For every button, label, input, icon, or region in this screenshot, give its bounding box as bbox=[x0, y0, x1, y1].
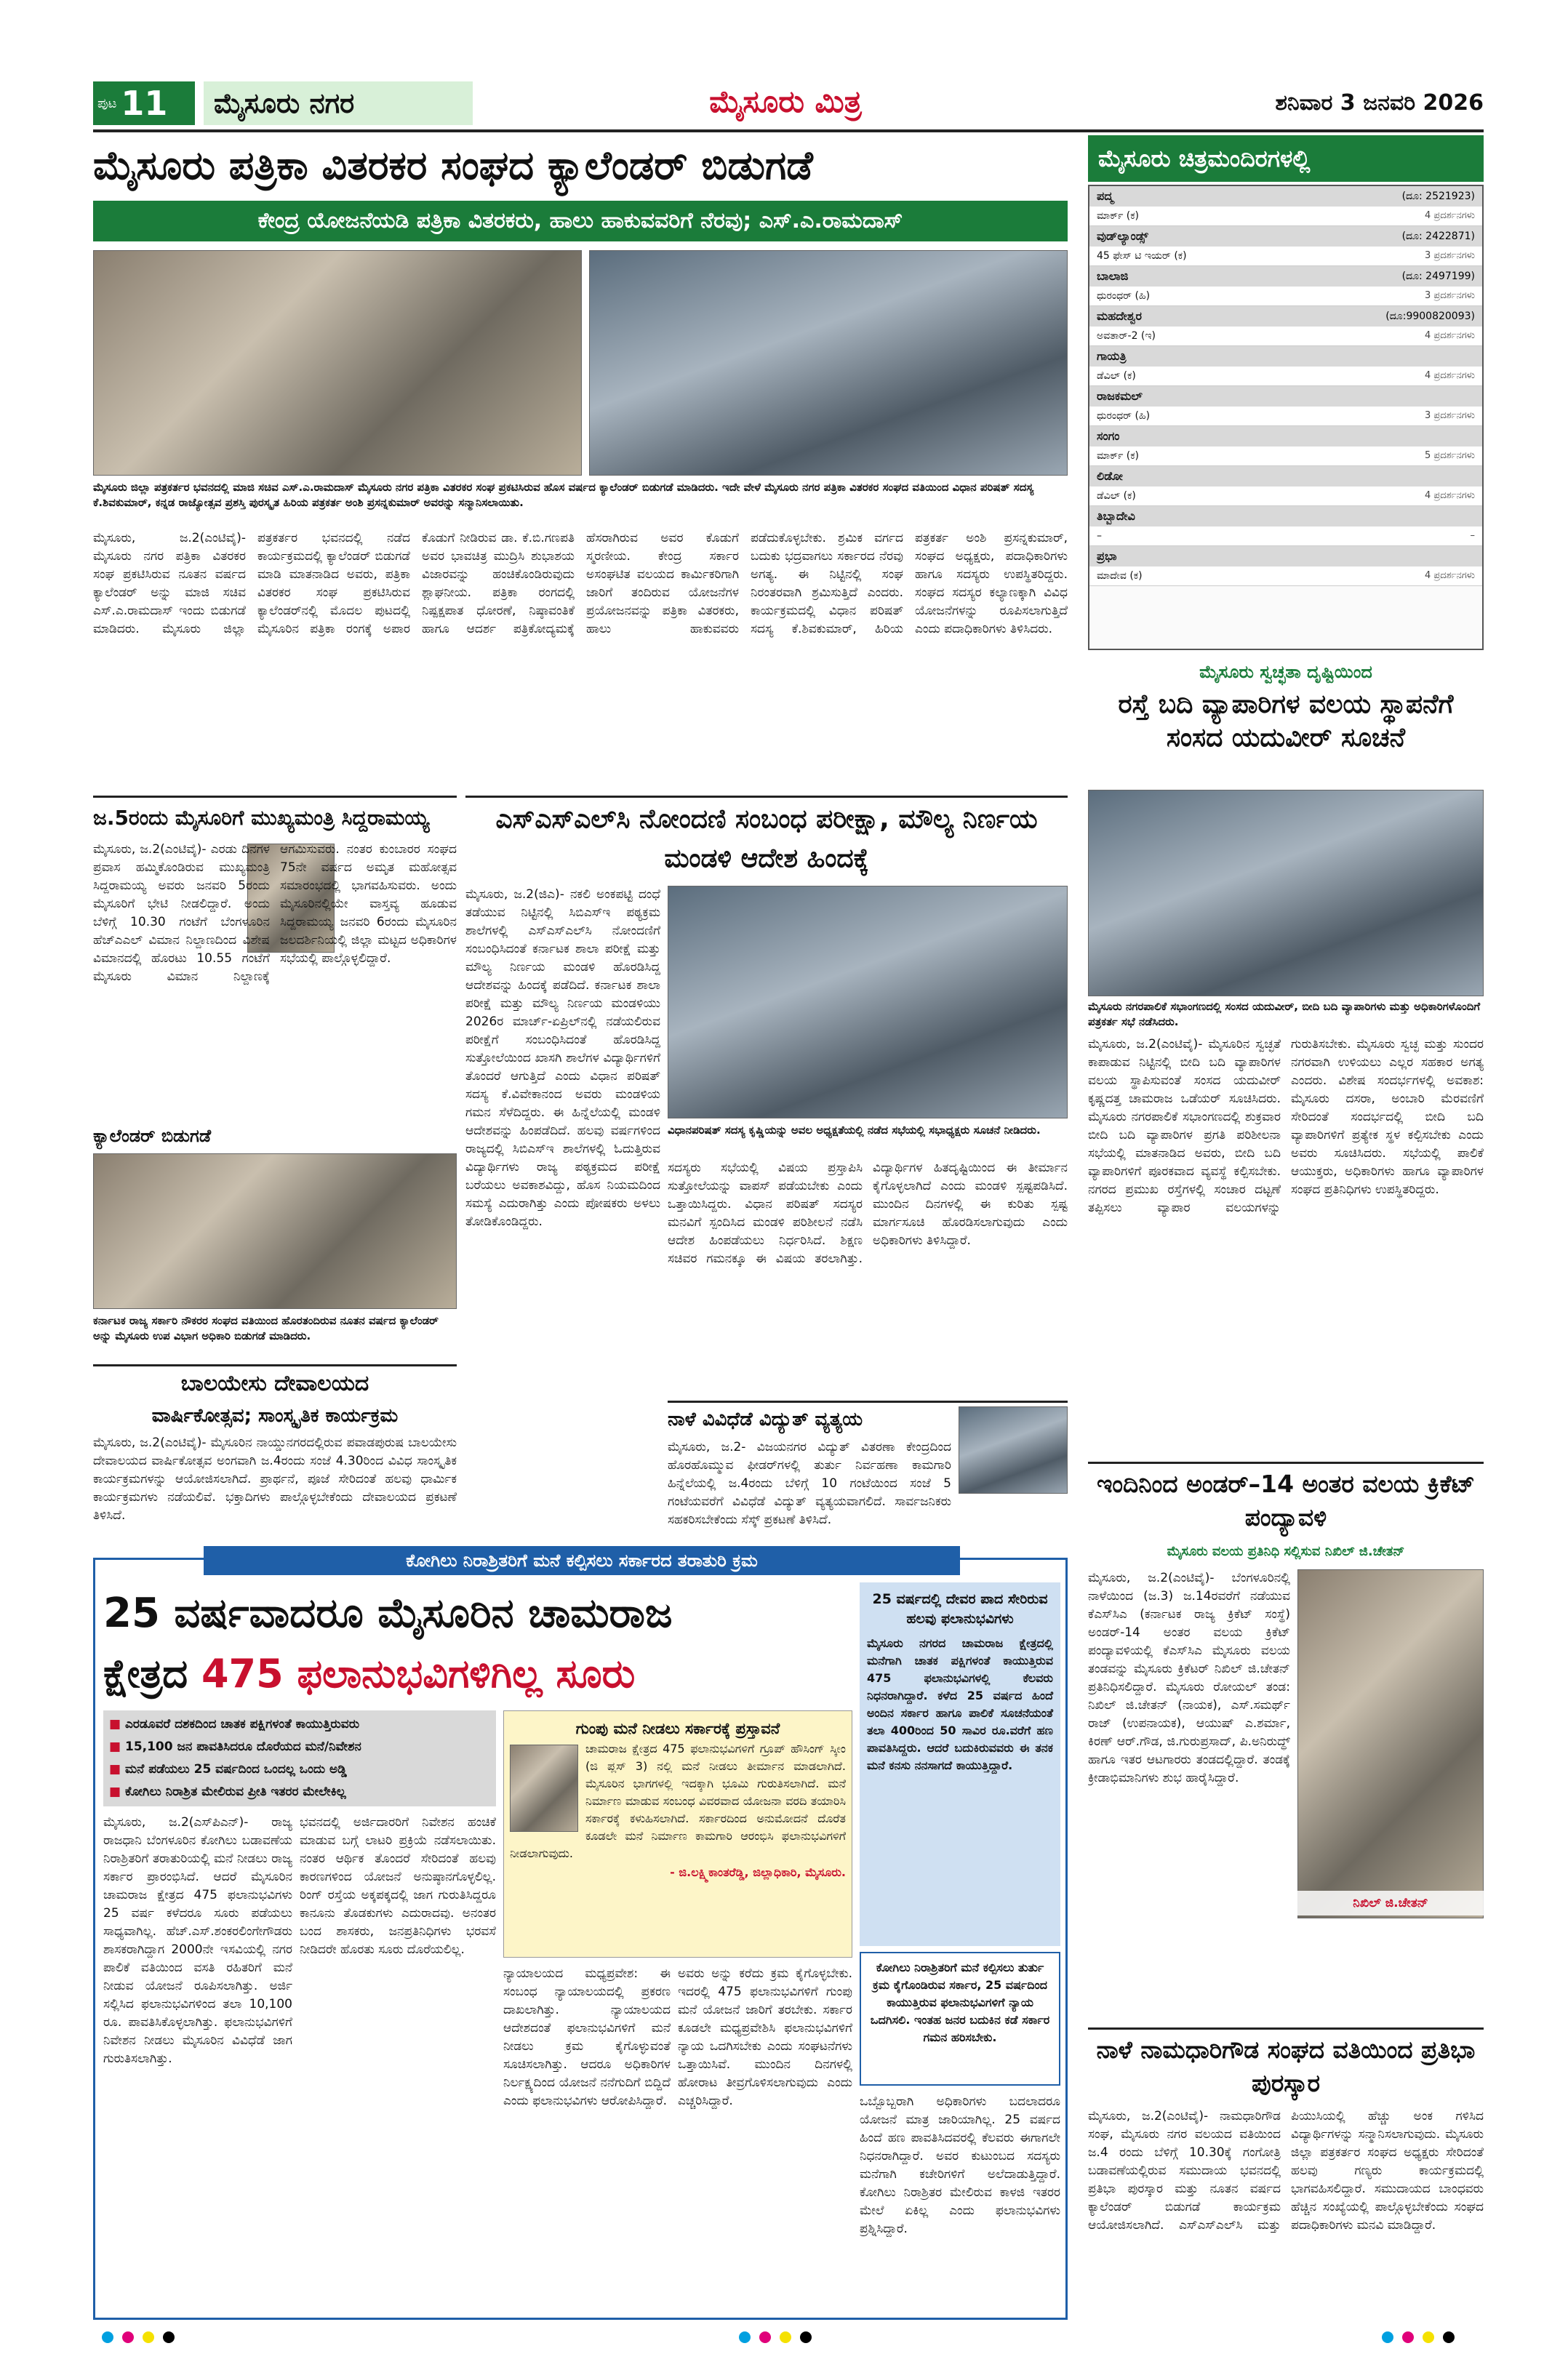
cinema-theatre-phone: (ದೂ:9900820093) bbox=[1385, 311, 1475, 322]
print-dot bbox=[1402, 2331, 1414, 2343]
cinema-theatre-name: ಲಿಡೋ bbox=[1097, 469, 1123, 483]
housing-body-col2: ಭವನದಲ್ಲಿ ಅರ್ಜಿದಾರರಿಗೆ ನಿವೇಶನ ಹಂಚಿಕೆ ಮಾಡುವ ಬಗ್ಗೆ ಲಾಟರಿ ಪ್ರಕ್ರಿಯೆ ನಡೆಸಲಾಯಿತು. ನಂತರ ಆರ್ಥಿಕ ತೊಂದರೆ ಸೇರಿದಂತೆ ಹಲವು ಕಾರಣಗಳಿಂದ ಯೋಜನೆ ಅನುಷ್ಠಾನಗೊಳ್ಳಲಿಲ್ಲ. ರಿಂಗ್ ರಸ್ತೆಯ ಅಕ್ಕಪಕ್ಕದಲ್ಲಿ ಜಾಗ ಗುರುತಿಸಿದ್ದರೂ ಕಾನೂನು ತೊಡಕುಗಳು ಎದುರಾದವು. ಅನಂತರ ಬಂದ ಶಾಸಕರು, ಜನಪ್ರತಿನಿಧಿಗಳು ಭರವಸೆ ನೀಡಿದರೇ ಹೊರತು ಸೂರು ದೊರೆಯಲಿಲ್ಲ. bbox=[300, 1815, 496, 1957]
award-body: ಮೈಸೂರು, ಜ.2(ಎಂಟಿವೈ)- ನಾಮಧಾರಿಗೌಡ ಸಂಘ, ಮೈಸೂರು ನಗರ ವಲಯದ ವತಿಯಿಂದ ಜ.4 ರಂದು ಬೆಳಿಗ್ಗೆ 10.30ಕ್ಕೆ ಗಂಗೋತ್ರಿ ಬಡಾವಣೆಯಲ್ಲಿರುವ ಸಮುದಾಯ ಭವನದಲ್ಲಿ ಪ್ರತಿಭಾ ಪುರಸ್ಕಾರ ಮತ್ತು ನೂತನ ವರ್ಷದ ಕ್ಯಾಲೆಂಡರ್ ಬಿಡುಗಡೆ ಕಾರ್ಯಕ್ರಮ ಆಯೋಜಿಸಲಾಗಿದೆ. ಎಸ್ಎಸ್ಎಲ್‌ಸಿ ಮತ್ತು ಪಿಯುಸಿಯಲ್ಲಿ ಹೆಚ್ಚು ಅಂಕ ಗಳಿಸಿದ ವಿದ್ಯಾರ್ಥಿಗಳನ್ನು ಸನ್ಮಾನಿಸಲಾಗುವುದು. ಮೈಸೂರು ಜಿಲ್ಲಾ ಪತ್ರಕರ್ತರ ಸಂಘದ ಅಧ್ಯಕ್ಷರು ಸೇರಿದಂತೆ ಹಲವು ಗಣ್ಯರು ಕಾರ್ಯಕ್ರಮದಲ್ಲಿ ಭಾಗವಹಿಸಲಿದ್ದಾರೆ. ಸಮುದಾಯದ ಬಾಂಧವರು ಹೆಚ್ಚಿನ ಸಂಖ್ಯೆಯಲ್ಲಿ ಪಾಲ್ಗೊಳ್ಳಬೇಕೆಂದು ಸಂಘದ ಪದಾಧಿಕಾರಿಗಳು ಮನವಿ ಮಾಡಿದ್ದಾರೆ. bbox=[1088, 2109, 1484, 2233]
cinema-theatre bbox=[1089, 386, 1482, 407]
cinema-theatre-phone: (ದೂ: 2521923) bbox=[1401, 191, 1475, 202]
cinema-film-shows: 4 ಪ್ರದರ್ಶನಗಳು bbox=[1424, 570, 1475, 581]
cricket-subhead: ಮೈಸೂರು ವಲಯ ಪ್ರತಿನಿಧಿ ಸಲ್ಲಿಸುವ ನಿಖಿಲ್ ಜಿ.ಚೇತನ್ bbox=[1167, 1544, 1405, 1559]
cinema-film-row bbox=[1089, 567, 1482, 586]
housing-gumpu-box bbox=[503, 1710, 852, 1958]
cinema-film-row bbox=[1089, 287, 1482, 306]
cinema-theatre-phone: (ದೂ: 2422871) bbox=[1401, 231, 1475, 242]
cricket-rule bbox=[1088, 1462, 1484, 1464]
swachh-body: ಮೈಸೂರು, ಜ.2(ಎಂಟಿವೈ)- ಮೈಸೂರಿನ ಸ್ವಚ್ಛತೆ ಕಾಪಾಡುವ ನಿಟ್ಟಿನಲ್ಲಿ ಬೀದಿ ಬದಿ ವ್ಯಾಪಾರಿಗಳ ವಲಯ ಸ್ಥಾಪಿಸುವಂತೆ ಸಂಸದ ಯದುವೀರ್ ಕೃಷ್ಣದತ್ತ ಚಾಮರಾಜ ಒಡೆಯರ್ ಸೂಚಿಸಿದರು. ಮೈಸೂರು ನಗರಪಾಲಿಕೆ ಸಭಾಂಗಣದಲ್ಲಿ ಶುಕ್ರವಾರ ಬೀದಿ ಬದಿ ವ್ಯಾಪಾರಿಗಳ ಪ್ರಗತಿ ಪರಿಶೀಲನಾ ಸಭೆಯಲ್ಲಿ ಮಾತನಾಡಿದ ಅವರು, ಬೀದಿ ಬದಿ ವ್ಯಾಪಾರಿಗಳಿಗೆ ಪೂರಕವಾದ ವ್ಯವಸ್ಥೆ ಕಲ್ಪಿಸಬೇಕು. ನಗರದ ಪ್ರಮುಖ ರಸ್ತೆಗಳಲ್ಲಿ ಸಂಚಾರ ದಟ್ಟಣೆ ತಪ್ಪಿಸಲು ವ್ಯಾಪಾರ ವಲಯಗಳನ್ನು ಗುರುತಿಸಬೇಕು. ಮೈಸೂರು ಸ್ವಚ್ಛ ಮತ್ತು ಸುಂದರ ನಗರವಾಗಿ ಉಳಿಯಲು ಎಲ್ಲರ ಸಹಕಾರ ಅಗತ್ಯ ಎಂದರು. ವಿಶೇಷ ಸಂದರ್ಭಗಳಲ್ಲಿ ಅವಕಾಶ: ಮೈಸೂರು ದಸರಾ, ಅಂಬಾರಿ ಮೆರವಣಿಗೆ ಸೇರಿದಂತೆ ಸಂದರ್ಭದಲ್ಲಿ ಬೀದಿ ಬದಿ ವ್ಯಾಪಾರಿಗಳಿಗೆ ಪ್ರತ್ಯೇಕ ಸ್ಥಳ ಕಲ್ಪಿಸಬೇಕು ಎಂದು ಅವರು ಸೂಚಿಸಿದರು. ಸಭೆಯಲ್ಲಿ ಪಾಲಿಕೆ ಆಯುಕ್ತರು, ಅಧಿಕಾರಿಗಳು ಹಾಗೂ ವ್ಯಾಪಾರಿಗಳ ಸಂಘದ ಪ್ರತಿನಿಧಿಗಳು ಉಪಸ್ಥಿತರಿದ್ದರು. bbox=[1088, 1037, 1484, 1215]
temple-body: ಮೈಸೂರು, ಜ.2(ಎಂಟಿವೈ)- ಮೈಸೂರಿನ ನಾಯ್ಡುನಗರದಲ್ಲಿರುವ ಪವಾಡಪುರುಷ ಬಾಲಯೇಸು ದೇವಾಲಯದ ವಾರ್ಷಿಕೋತ್ಸವ ಅಂಗವಾಗಿ ಜ.4ರಂದು ಸಂಜೆ 4.30ರಿಂದ ವಿವಿಧ ಸಾಂಸ್ಕೃತಿಕ ಕಾರ್ಯಕ್ರಮಗಳನ್ನು ಆಯೋಜಿಸಲಾಗಿದೆ. ಪ್ರಾರ್ಥನೆ, ಪೂಜೆ ಸೇರಿದಂತೆ ಹಲವು ಧಾರ್ಮಿಕ ಕಾರ್ಯಕ್ರಮಗಳು ನಡೆಯಲಿವೆ. ಭಕ್ತಾದಿಗಳು ಪಾಲ್ಗೊಳ್ಳಬೇಕೆಂದು ದೇವಾಲಯದ ಪ್ರಕಟಣೆ ತಿಳಿಸಿದೆ. bbox=[93, 1436, 457, 1523]
cinema-theatre-name: ತಿಬ್ಬಾದೇವಿ bbox=[1097, 509, 1135, 523]
cricket-photo-caption: ನಿಖಿಲ್ ಜಿ.ಚೇತನ್ bbox=[1297, 1891, 1484, 1915]
cinema-film-shows: 3 ಪ್ರದರ್ಶನಗಳು bbox=[1424, 250, 1475, 261]
housing-signature: - ಜಿ.ಲಕ್ಷ್ಮಿಕಾಂತರೆಡ್ಡಿ, ಜಿಲ್ಲಾಧಿಕಾರಿ, ಮೈಸೂರು. bbox=[670, 1865, 846, 1879]
swachh-photo bbox=[1088, 790, 1484, 996]
cinema-film-shows: – bbox=[1470, 530, 1475, 541]
cinema-film-title: ಅವತಾರ್-2 (ಇ) bbox=[1097, 330, 1156, 342]
cinema-film-title: ಡೆವಿಲ್ (ಕ) bbox=[1097, 370, 1136, 382]
dc-photo bbox=[510, 1745, 578, 1832]
housing-headline-line2 bbox=[103, 1645, 852, 1703]
cinema-film-row bbox=[1089, 527, 1482, 546]
cinema-theatre bbox=[1089, 306, 1482, 327]
sslc-body-left-end bbox=[465, 1401, 660, 1550]
cinema-theatre-name: ಪ್ರಭಾ bbox=[1097, 549, 1117, 563]
cricket-photo bbox=[1297, 1569, 1484, 1918]
cinema-listings bbox=[1088, 185, 1484, 650]
header-rule bbox=[93, 129, 1484, 132]
print-marks-right bbox=[1382, 2331, 1484, 2346]
cinema-film-title: 45 ಫೇಸ್ ಟಿ ಇಯರ್ (ಕ) bbox=[1097, 250, 1187, 262]
issue-date: ಶನಿವಾರ 3 ಜನವರಿ 2026 bbox=[1275, 90, 1484, 116]
cinema-film-title: ಮಾರ್ಕ್ (ಕ) bbox=[1097, 450, 1140, 462]
swachh-kicker: ಮೈಸೂರು ಸ್ವಚ್ಛತಾ ದೃಷ್ಟಿಯಿಂದ bbox=[1199, 662, 1372, 682]
cinema-film-row bbox=[1089, 327, 1482, 346]
housing-bullet: ■ ಮನೆ ಪಡೆಯಲು 25 ವರ್ಷದಿಂದ ಒಂದಲ್ಲ ಒಂದು ಅಡ್ಡಿ bbox=[109, 1762, 347, 1777]
print-dot bbox=[739, 2331, 751, 2343]
cinema-film-row bbox=[1089, 447, 1482, 466]
housing-gumpu-title: ಗುಂಪು ಮನೆ ನೀಡಲು ಸರ್ಕಾರಕ್ಕೆ ಪ್ರಸ್ತಾವನೆ bbox=[575, 1720, 780, 1737]
calendar2-caption: ಕರ್ನಾಟಕ ರಾಜ್ಯ ಸರ್ಕಾರಿ ನೌಕರರ ಸಂಘದ ವತಿಯಿಂದ ಹೊರತಂದಿರುವ ನೂತನ ವರ್ಷದ ಕ್ಯಾಲೆಂಡರ್ ಅನ್ನು ಮೈಸೂರು ಉಪ ವಿಭಾಗ ಅಧಿಕಾರಿ ಬಿಡುಗಡೆ ಮಾಡಿದರು. bbox=[93, 1314, 439, 1342]
power-body: ಮೈಸೂರು, ಜ.2- ವಿಜಯನಗರ ವಿದ್ಯುತ್ ವಿತರಣಾ ಕೇಂದ್ರದಿಂದ ಹೊರಹೊಮ್ಮುವ ಫೀಡರ್‌ಗಳಲ್ಲಿ ತುರ್ತು ನಿರ್ವಹಣಾ ಕಾಮಗಾರಿ ಹಿನ್ನೆಲೆಯಲ್ಲಿ ಜ.4ರಂದು ಬೆಳಿಗ್ಗೆ 10 ಗಂಟೆಯಿಂದ ಸಂಜೆ 5 ಗಂಟೆಯವರೆಗೆ ವಿವಿಧೆಡೆ ವಿದ್ಯುತ್ ವ್ಯತ್ಯಯವಾಗಲಿದೆ. ಸಾರ್ವಜನಿಕರು ಸಹಕರಿಸಬೇಕೆಂದು ಸೆಸ್ಕ್ ಪ್ರಕಟಣೆ ತಿಳಿಸಿದೆ. bbox=[668, 1440, 951, 1527]
power-photo bbox=[959, 1406, 1068, 1494]
cinema-film-title: ಧುರಂಧರ್ (ಹಿ) bbox=[1097, 410, 1151, 422]
cinema-film-shows: 4 ಪ್ರದರ್ಶನಗಳು bbox=[1424, 490, 1475, 501]
print-dot bbox=[143, 2331, 154, 2343]
calendar2-headline: ಕ್ಯಾಲೆಂಡರ್ ಬಿಡುಗಡೆ bbox=[93, 1126, 212, 1146]
cinema-theatre bbox=[1089, 466, 1482, 487]
cinema-film-shows: 4 ಪ್ರದರ್ಶನಗಳು bbox=[1424, 370, 1475, 381]
cinema-theatre bbox=[1089, 266, 1482, 287]
sslc-headline: ಎಸ್‌ಎಸ್‌ಎಲ್‌ಸಿ ನೋಂದಣಿ ಸಂಬಂಧ ಪರೀಕ್ಷಾ, ಮೌಲ್ಯ ನಿರ್ಣಯ ಮಂಡಳಿ ಆದೇಶ ಹಿಂದಕ್ಕೆ bbox=[495, 804, 1038, 873]
cinema-theatre-name: ಮಹದೇಶ್ವರ bbox=[1097, 309, 1142, 323]
housing-headline-line1: 25 ವರ್ಷವಾದರೂ ಮೈಸೂರಿನ ಚಾಮರಾಜ bbox=[103, 1590, 673, 1637]
housing-body-col1: ಮೈಸೂರು, ಜ.2(ಎಸ್‌ಪಿಎನ್)- ರಾಜ್ಯ ರಾಜಧಾನಿ ಬೆಂಗಳೂರಿನ ಕೋಗಿಲು ಬಡಾವಣೆಯ ನಿರಾಶ್ರಿತರಿಗೆ ತರಾತುರಿಯಲ್ಲಿ ಮನೆ ನೀಡಲು ರಾಜ್ಯ ಸರ್ಕಾರ ಪ್ರಾರಂಭಿಸಿದೆ. ಆದರೆ ಮೈಸೂರಿನ ಚಾಮರಾಜ ಕ್ಷೇತ್ರದ 475 ಫಲಾನುಭವಿಗಳು 25 ವರ್ಷ ಕಳೆದರೂ ಸೂರು ಪಡೆಯಲು ಸಾಧ್ಯವಾಗಿಲ್ಲ. ಹೆಚ್.ಎಸ್.ಶಂಕರಲಿಂಗೇಗೌಡರು ಶಾಸಕರಾಗಿದ್ದಾಗ 2000ನೇ ಇಸವಿಯಲ್ಲಿ ನಗರ ಪಾಲಿಕೆ ವತಿಯಿಂದ ವಸತಿ ರಹಿತರಿಗೆ ಮನೆ ನೀಡುವ ಯೋಜನೆ ರೂಪಿಸಲಾಗಿತ್ತು. ಅರ್ಜಿ ಸಲ್ಲಿಸಿದ ಫಲಾನುಭವಿಗಳಿಂದ ತಲಾ 10,100 ರೂ. ಪಾವತಿಸಿಕೊಳ್ಳಲಾಗಿತ್ತು. ಫಲಾನುಭವಿಗಳಿಗೆ ನಿವೇಶನ ನೀಡಲು ಮೈಸೂರಿನ ವಿವಿಧೆಡೆ ಜಾಗ ಗುರುತಿಸಲಾಗಿತ್ತು. bbox=[103, 1815, 292, 2066]
cricket-body: ಮೈಸೂರು, ಜ.2(ಎಂಟಿವೈ)- ಬೆಂಗಳೂರಿನಲ್ಲಿ ನಾಳೆಯಿಂದ (ಜ.3) ಜ.14ರವರೆಗೆ ನಡೆಯುವ ಕೆಎಸ್‌ಸಿಎ (ಕರ್ನಾಟಕ ರಾಜ್ಯ ಕ್ರಿಕೆಟ್ ಸಂಸ್ಥೆ) ಅಂಡರ್-14 ಅಂತರ ವಲಯ ಕ್ರಿಕೆಟ್ ಪಂದ್ಯಾವಳಿಯಲ್ಲಿ ಕೆಎಸ್‌ಸಿಎ ಮೈಸೂರು ವಲಯ ತಂಡವನ್ನು ಮೈಸೂರು ಕ್ರಿಕೆಟರ್ ನಿಖಿಲ್ ಜಿ.ಚೇತನ್ ಪ್ರತಿನಿಧಿಸಲಿದ್ದಾರೆ. ಮೈಸೂರು ರೋಯಲ್ ತಂಡ: ನಿಖಿಲ್ ಜಿ.ಚೇತನ್ (ನಾಯಕ), ಎಸ್.ಸಮರ್ಥ್ ರಾಜ್ (ಉಪನಾಯಕ), ಆಯುಷ್ ಎ.ಶರ್ಮಾ, ಕಿರಣ್ ಆರ್.ಗೌಡ, ಜಿ.ಗುರುಪ್ರಸಾದ್, ಪಿ.ಅನಿರುದ್ಧ್ ಹಾಗೂ ಇತರ ಆಟಗಾರರು ತಂಡದಲ್ಲಿದ್ದಾರೆ. ತಂಡಕ್ಕೆ ಕ್ರೀಡಾಭಿಮಾನಿಗಳು ಶುಭ ಹಾರೈಸಿದ್ದಾರೆ. bbox=[1088, 1571, 1290, 1785]
print-dot bbox=[163, 2331, 175, 2343]
swachh-caption: ಮೈಸೂರು ನಗರಪಾಲಿಕೆ ಸಭಾಂಗಣದಲ್ಲಿ ಸಂಸದ ಯದುವೀರ್, ಬೀದಿ ಬದಿ ವ್ಯಾಪಾರಿಗಳು ಮತ್ತು ಅಧಿಕಾರಿಗಳೊಂದಿಗೆ ಪತ್ರಕರ್ತ ಸಭೆ ನಡೆಸಿದರು. bbox=[1088, 1000, 1481, 1028]
housing-gumpu-body: ಚಾಮರಾಜ ಕ್ಷೇತ್ರದ 475 ಫಲಾನುಭವಿಗಳಿಗೆ ಗ್ರೂಪ್ ಹೌಸಿಂಗ್ ಸ್ಕೀಂ (ಜಿ ಪ್ಲಸ್ 3) ನಲ್ಲಿ ಮನೆ ನೀಡಲು ತೀರ್ಮಾನ ಮಾಡಲಾಗಿದೆ. ಮೈಸೂರಿನ ಭಾಗಗಳಲ್ಲಿ ಇದಕ್ಕಾಗಿ ಭೂಮಿ ಗುರುತಿಸಲಾಗಿದೆ. ಮನೆ ನಿರ್ಮಾಣ ಮಾಡುವ ಸಂಬಂಧ ವಿವರವಾದ ಯೋಜನಾ ವರದಿ ತಯಾರಿಸಿ ಸರ್ಕಾರಕ್ಕೆ ಕಳುಹಿಸಲಾಗಿದೆ. ಸರ್ಕಾರದಿಂದ ಅನುಮೋದನೆ ದೊರೆತ ಕೂಡಲೇ ಮನೆ ನಿರ್ಮಾಣ ಕಾಮಗಾರಿ ಆರಂಭಿಸಿ ಫಲಾನುಭವಿಗಳಿಗೆ ನೀಡಲಾಗುವುದು. bbox=[510, 1742, 846, 1860]
housing-bullet: ■ ಕೋಗಿಲು ನಿರಾಶ್ರಿತ ಮೇಲಿರುವ ಪ್ರೀತಿ ಇತರರ ಮೇಲೇಕಿಲ್ಲ bbox=[109, 1785, 346, 1799]
temple-subhead: ವಾರ್ಷಿಕೋತ್ಸವ; ಸಾಂಸ್ಕೃತಿಕ ಕಾರ್ಯಕ್ರಮ bbox=[151, 1405, 399, 1427]
lead-headline: ಮೈಸೂರು ಪತ್ರಿಕಾ ವಿತರಕರ ಸಂಘದ ಕ್ಯಾಲೆಂಡರ್ ಬಿಡುಗಡೆ bbox=[93, 143, 813, 188]
housing-headline-prefix: ಕ್ಷೇತ್ರದ bbox=[103, 1651, 188, 1697]
housing-headline-highlight: 475 ಫಲಾನುಭವಿಗಳಿಗಿಲ್ಲ ಸೂರು bbox=[201, 1651, 636, 1697]
cinema-film-title: ಮಾರ್ಕ್ (ಕ) bbox=[1097, 210, 1140, 222]
cinema-theatre bbox=[1089, 546, 1482, 567]
sslc-body: ಮೈಸೂರು, ಜ.2(ಜಿಎ)- ನಕಲಿ ಅಂಕಪಟ್ಟಿ ದಂಧೆ ತಡೆಯುವ ನಿಟ್ಟಿನಲ್ಲಿ ಸಿಬಿಎಸ್‌ಇ ಪಠ್ಯಕ್ರಮ ಶಾಲೆಗಳಲ್ಲಿ ಎಸ್‌ಎಸ್‌ಎಲ್‌ಸಿ ನೋಂದಣಿಗೆ ಸಂಬಂಧಿಸಿದಂತೆ ಕರ್ನಾಟಕ ಶಾಲಾ ಪರೀಕ್ಷೆ ಮತ್ತು ಮೌಲ್ಯ ನಿರ್ಣಯ ಮಂಡಳಿ ಹೊರಡಿಸಿದ್ದ ಆದೇಶವನ್ನು ಹಿಂದಕ್ಕೆ ಪಡೆದಿದೆ. ಕರ್ನಾಟಕ ಶಾಲಾ ಪರೀಕ್ಷೆ ಮತ್ತು ಮೌಲ್ಯ ನಿರ್ಣಯ ಮಂಡಳಿಯು 2026ರ ಮಾರ್ಚ್-ಏಪ್ರಿಲ್‌ನಲ್ಲಿ ನಡೆಯಲಿರುವ ಪರೀಕ್ಷೆಗೆ ಸಂಬಂಧಿಸಿದಂತೆ ಹೊರಡಿಸಿದ್ದ ಸುತ್ತೋಲೆಯಿಂದ ಖಾಸಗಿ ಶಾಲೆಗಳ ವಿದ್ಯಾರ್ಥಿಗಳಿಗೆ ತೊಂದರೆ ಆಗುತ್ತಿದೆ ಎಂದು ವಿಧಾನ ಪರಿಷತ್ ಸದಸ್ಯ ಕೆ.ವಿವೇಕಾನಂದ ಅವರು ಮಂಡಳಿಯ ಗಮನ ಸೆಳೆದಿದ್ದರು. ಈ ಹಿನ್ನೆಲೆಯಲ್ಲಿ ಮಂಡಳಿ ಆದೇಶವನ್ನು ಹಿಂಪಡೆದಿದೆ. ಹಲವು ವರ್ಷಗಳಿಂದ ರಾಜ್ಯದಲ್ಲಿ ಸಿಬಿಎಸ್‌ಇ ಶಾಲೆಗಳಲ್ಲಿ ಓದುತ್ತಿರುವ ವಿದ್ಯಾರ್ಥಿಗಳು ರಾಜ್ಯ ಪಠ್ಯಕ್ರಮದ ಪರೀಕ್ಷೆ ಬರೆಯಲು ಅವಕಾಶವಿದ್ದು, ಹೊಸ ನಿಯಮದಿಂದ ಸಮಸ್ಯೆ ಎದುರಾಗಿತ್ತು ಎಂದು ಪೋಷಕರು ಅಳಲು ತೋಡಿಕೊಂಡಿದ್ದರು. bbox=[465, 887, 660, 1229]
housing-body-col5: ಒಬ್ಬೊಬ್ಬರಾಗಿ ಅಧಿಕಾರಿಗಳು ಬದಲಾದರೂ ಯೋಜನೆ ಮಾತ್ರ ಜಾರಿಯಾಗಿಲ್ಲ. 25 ವರ್ಷದ ಹಿಂದೆ ಹಣ ಪಾವತಿಸಿದವರಲ್ಲಿ ಕೆಲವರು ಈಗಾಗಲೇ ನಿಧನರಾಗಿದ್ದಾರೆ. ಅವರ ಕುಟುಂಬದ ಸದಸ್ಯರು ಮನೆಗಾಗಿ ಕಚೇರಿಗಳಿಗೆ ಅಲೆದಾಡುತ್ತಿದ್ದಾರೆ. ಕೋಗಿಲು ನಿರಾಶ್ರಿತರ ಮೇಲಿರುವ ಕಾಳಜಿ ಇತರರ ಮೇಲೆ ಏಕಿಲ್ಲ ಎಂದು ಫಲಾನುಭವಿಗಳು ಪ್ರಶ್ನಿಸಿದ್ದಾರೆ. bbox=[860, 2094, 1060, 2236]
cinema-film-shows: 5 ಪ್ರದರ್ಶನಗಳು bbox=[1424, 450, 1475, 461]
cinema-theatre-name: ಬಾಲಾಜಿ bbox=[1097, 269, 1129, 283]
page-label: ಪುಟ bbox=[97, 95, 117, 111]
sslc-photo bbox=[668, 886, 1068, 1118]
housing-body-col4: ಅವರು ಅನ್ನು ಕರೆದು ಕ್ರಮ ಕೈಗೊಳ್ಳಬೇಕು. ಇದರಲ್ಲಿ 475 ಫಲಾನುಭವಿಗಳಿಗೆ ಗುಂಪು ಮನೆ ಯೋಜನೆ ಜಾರಿಗೆ ತರಬೇಕು. ಸರ್ಕಾರ ಕೂಡಲೇ ಮಧ್ಯಪ್ರವೇಶಿಸಿ ಫಲಾನುಭವಿಗಳಿಗೆ ನ್ಯಾಯ ಒದಗಿಸಬೇಕು ಎಂದು ಸಂಘಟನೆಗಳು ಒತ್ತಾಯಿಸಿವೆ. ಮುಂದಿನ ದಿನಗಳಲ್ಲಿ ಹೋರಾಟ ತೀವ್ರಗೊಳಿಸಲಾಗುವುದು ಎಂದು ಎಚ್ಚರಿಸಿದ್ದಾರೆ. bbox=[678, 1966, 852, 2108]
housing-body-col3: ನ್ಯಾಯಾಲಯದ ಮಧ್ಯಪ್ರವೇಶ: ಈ ಸಂಬಂಧ ನ್ಯಾಯಾಲಯದಲ್ಲಿ ಪ್ರಕರಣ ದಾಖಲಾಗಿತ್ತು. ನ್ಯಾಯಾಲಯದ ಆದೇಶದಂತೆ ಫಲಾನುಭವಿಗಳಿಗೆ ಮನೆ ನೀಡಲು ಕ್ರಮ ಕೈಗೊಳ್ಳುವಂತೆ ಸೂಚಿಸಲಾಗಿತ್ತು. ಆದರೂ ಅಧಿಕಾರಿಗಳ ನಿರ್ಲಕ್ಷ್ಯದಿಂದ ಯೋಜನೆ ನನೆಗುದಿಗೆ ಬಿದ್ದಿದೆ ಎಂದು ಫಲಾನುಭವಿಗಳು ಆರೋಪಿಸಿದ್ದಾರೆ. bbox=[503, 1966, 671, 2108]
page-number: 11 bbox=[121, 84, 168, 123]
cinema-theatre bbox=[1089, 506, 1482, 527]
calendar2-photo bbox=[93, 1153, 457, 1309]
housing-quote: ಕೋಗಿಲು ನಿರಾಶ್ರಿತರಿಗೆ ಮನೆ ಕಲ್ಪಿಸಲು ತುರ್ತು ಕ್ರಮ ಕೈಗೊಂಡಿರುವ ಸರ್ಕಾರ, 25 ವರ್ಷದಿಂದ ಕಾಯುತ್ತಿರುವ ಫಲಾನುಭವಿಗಳಿಗೆ ನ್ಯಾಯ ಒದಗಿಸಲಿ. ಇಂತಹ ಜನರ ಬದುಕಿನ ಕಡೆ ಸರ್ಕಾರ ಗಮನ ಹರಿಸಬೇಕು. bbox=[860, 1952, 1060, 2086]
cinema-theatre-name: ಸಂಗಂ bbox=[1097, 429, 1120, 443]
cinema-film-shows: 4 ಪ್ರದರ್ಶನಗಳು bbox=[1424, 210, 1475, 221]
temple-rule bbox=[93, 1364, 457, 1366]
print-marks-left bbox=[102, 2331, 204, 2346]
print-dot bbox=[800, 2331, 812, 2343]
housing-sidebox-title: 25 ವರ್ಷದಲ್ಲಿ ದೇವರ ಪಾದ ಸೇರಿರುವ ಹಲವು ಫಲಾನುಭವಿಗಳು bbox=[872, 1591, 1048, 1627]
lead-photo-left bbox=[93, 250, 582, 476]
cinema-film-title: ಮಾದೇವ (ಕ) bbox=[1097, 570, 1143, 582]
cinema-title: ಮೈಸೂರು ಚಿತ್ರಮಂದಿರಗಳಲ್ಲಿ bbox=[1088, 135, 1484, 182]
masthead: ಮೈಸೂರು ಮಿತ್ರ bbox=[709, 84, 862, 119]
cinema-film-row bbox=[1089, 407, 1482, 426]
print-dot bbox=[1382, 2331, 1393, 2343]
print-marks-center bbox=[739, 2331, 841, 2346]
power-headline: ನಾಳೆ ವಿವಿಧೆಡೆ ವಿದ್ಯುತ್ ವ್ಯತ್ಯಯ bbox=[668, 1409, 863, 1430]
award-headline: ನಾಳೆ ನಾಮಧಾರಿಗೌಡ ಸಂಘದ ವತಿಯಿಂದ ಪ್ರತಿಭಾ ಪುರಸ್ಕಾರ bbox=[1096, 2035, 1476, 2097]
print-dot bbox=[102, 2331, 113, 2343]
cinema-film-title: ಡೆವಿಲ್ (ಕ) bbox=[1097, 490, 1136, 502]
cinema-theatre-name: ವುಡ್‌ಲ್ಯಾಂಡ್ಸ್ bbox=[1097, 229, 1148, 243]
cinema-theatre-name: ರಾಜಕಮಲ್ bbox=[1097, 389, 1143, 403]
cinema-theatre bbox=[1089, 346, 1482, 367]
cinema-theatre-phone: (ದೂ: 2497199) bbox=[1401, 271, 1475, 282]
print-dot bbox=[1423, 2331, 1434, 2343]
housing-sidebox bbox=[860, 1582, 1060, 1946]
cinema-theatre bbox=[1089, 226, 1482, 247]
lead-caption: ಮೈಸೂರು ಜಿಲ್ಲಾ ಪತ್ರಕರ್ತರ ಭವನದಲ್ಲಿ ಮಾಜಿ ಸಚಿವ ಎಸ್.ಎ.ರಾಮದಾಸ್ ಮೈಸೂರು ನಗರ ಪತ್ರಿಕಾ ವಿತರಕರ ಸಂಘ ಪ್ರಕಟಿಸಿರುವ ಹೊಸ ವರ್ಷದ ಕ್ಯಾಲೆಂಡರ್ ಬಿಡುಗಡೆ ಮಾಡಿದರು. ಇದೇ ವೇಳೆ ಮೈಸೂರು ನಗರ ಪತ್ರಿಕಾ ವಿತರಕರ ಸಂಘದ ವತಿಯಿಂದ ವಿಧಾನ ಪರಿಷತ್ ಸದಸ್ಯ ಕೆ.ಶಿವಕುಮಾರ್, ಕನ್ನಡ ರಾಜ್ಯೋತ್ಸವ ಪ್ರಶಸ್ತಿ ಪುರಸ್ಕೃತ ಹಿರಿಯ ಪತ್ರಕರ್ತ ಅಂಶಿ ಪ್ರಸನ್ನಕುಮಾರ್ ಅವರನ್ನು ಸನ್ಮಾನಿಸಲಾಯಿತು. bbox=[93, 481, 1034, 509]
cinema-film-title: – bbox=[1097, 530, 1102, 542]
cinema-theatre-name: ಪದ್ಮ bbox=[1097, 189, 1113, 203]
print-dot bbox=[122, 2331, 134, 2343]
print-dot bbox=[780, 2331, 791, 2343]
cinema-film-row bbox=[1089, 207, 1482, 226]
section-name: ಮೈಸೂರು ನಗರ bbox=[204, 81, 473, 125]
housing-bullet: ■ ಎರಡೂವರೆ ದಶಕದಿಂದ ಚಾತಕ ಪಕ್ಷಿಗಳಂತೆ ಕಾಯುತ್ತಿರುವರು bbox=[109, 1717, 360, 1732]
cricket-headline: ಇಂದಿನಿಂದ ಅಂಡರ್–14 ಅಂತರ ವಲಯ ಕ್ರಿಕೆಟ್ ಪಂದ್ಯಾವಳಿ bbox=[1096, 1470, 1476, 1532]
cinema-theatre bbox=[1089, 186, 1482, 207]
print-dot bbox=[759, 2331, 771, 2343]
award-rule bbox=[1088, 2027, 1484, 2030]
cinema-theatre-name: ಗಾಯತ್ರಿ bbox=[1097, 349, 1127, 363]
housing-bullet: ■ 15,100 ಜನ ಪಾವತಿಸಿದರೂ ದೊರೆಯದ ಮನೆ/ನಿವೇಶನ bbox=[109, 1740, 361, 1754]
lead-subhead: ಕೇಂದ್ರ ಯೋಜನೆಯಡಿ ಪತ್ರಿಕಾ ವಿತರಕರು, ಹಾಲು ಹಾಕುವವರಿಗೆ ನೆರವು; ಎಸ್.ಎ.ರಾಮದಾಸ್ bbox=[93, 201, 1068, 241]
cm-headline: ಜ.5ರಂದು ಮೈಸೂರಿಗೆ ಮುಖ್ಯಮಂತ್ರಿ ಸಿದ್ದರಾಮಯ್ಯ bbox=[93, 806, 430, 830]
lead-body: ಮೈಸೂರು, ಜ.2(ಎಂಟಿವೈ)- ಮೈಸೂರು ನಗರ ಪತ್ರಿಕಾ ವಿತರಕರ ಸಂಘ ಪ್ರಕಟಿಸಿರುವ ನೂತನ ವರ್ಷದ ಕ್ಯಾಲೆಂಡರ್ ಅನ್ನು ಮಾಜಿ ಸಚಿವ ಎಸ್.ಎ.ರಾಮದಾಸ್ ಇಂದು ಬಿಡುಗಡೆ ಮಾಡಿದರು. ಮೈಸೂರು ಜಿಲ್ಲಾ ಪತ್ರಕರ್ತರ ಭವನದಲ್ಲಿ ನಡೆದ ಕಾರ್ಯಕ್ರಮದಲ್ಲಿ ಕ್ಯಾಲೆಂಡರ್ ಬಿಡುಗಡೆ ಮಾಡಿ ಮಾತನಾಡಿದ ಅವರು, ಪತ್ರಿಕಾ ವಿತರಕರ ಸಂಘ ಪ್ರಕಟಿಸಿರುವ ಕ್ಯಾಲೆಂಡರ್‌ನಲ್ಲಿ ಮೊದಲ ಪುಟದಲ್ಲಿ ಮೈಸೂರಿನ ಪತ್ರಿಕಾ ರಂಗಕ್ಕೆ ಅಪಾರ ಕೊಡುಗೆ ನೀಡಿರುವ ಡಾ. ಕೆ.ಬಿ.ಗಣಪತಿ ಅವರ ಭಾವಚಿತ್ರ ಮುದ್ರಿಸಿ ಶುಭಾಶಯ ವಿಜಾರವನ್ನು ಹಂಚಿಕೊಂಡಿರುವುದು ಶ್ಲಾಘನೀಯ. ಪತ್ರಿಕಾ ರಂಗದಲ್ಲಿ ನಿಷ್ಪಕ್ಷಪಾತ ಧೋರಣೆ, ನಿಷ್ಠಾವಂತಿಕೆ ಹಾಗೂ ಆದರ್ಶ ಪತ್ರಿಕೋದ್ಯಮಕ್ಕೆ ಹೆಸರಾಗಿರುವ ಅವರ ಕೊಡುಗೆ ಸ್ಮರಣೀಯ. ಕೇಂದ್ರ ಸರ್ಕಾರ ಅಸಂಘಟಿತ ವಲಯದ ಕಾರ್ಮಿಕರಿಗಾಗಿ ಜಾರಿಗೆ ತಂದಿರುವ ಯೋಜನೆಗಳ ಪ್ರಯೋಜನವನ್ನು ಪತ್ರಿಕಾ ವಿತರಕರು, ಹಾಲು ಹಾಕುವವರು ಪಡೆದುಕೊಳ್ಳಬೇಕು. ಶ್ರಮಿಕ ವರ್ಗದ ಬದುಕು ಭದ್ರವಾಗಲು ಸರ್ಕಾರದ ನೆರವು ಅಗತ್ಯ. ಈ ನಿಟ್ಟಿನಲ್ಲಿ ಸಂಘ ನಿರಂತರವಾಗಿ ಶ್ರಮಿಸುತ್ತಿದೆ ಎಂದರು. ಕಾರ್ಯಕ್ರಮದಲ್ಲಿ ವಿಧಾನ ಪರಿಷತ್ ಸದಸ್ಯ ಕೆ.ಶಿವಕುಮಾರ್, ಹಿರಿಯ ಪತ್ರಕರ್ತ ಅಂಶಿ ಪ್ರಸನ್ನಕುಮಾರ್, ಸಂಘದ ಅಧ್ಯಕ್ಷರು, ಪದಾಧಿಕಾರಿಗಳು ಹಾಗೂ ಸದಸ್ಯರು ಉಪಸ್ಥಿತರಿದ್ದರು. ಸಂಘದ ಸದಸ್ಯರ ಕಲ್ಯಾಣಕ್ಕಾಗಿ ವಿವಿಧ ಯೋಜನೆಗಳನ್ನು ರೂಪಿಸಲಾಗುತ್ತಿದೆ ಎಂದು ಪದಾಧಿಕಾರಿಗಳು ತಿಳಿಸಿದರು. bbox=[93, 531, 1068, 636]
housing-sidebox-body: ಮೈಸೂರು ನಗರದ ಚಾಮರಾಜ ಕ್ಷೇತ್ರದಲ್ಲಿ ಮನೆಗಾಗಿ ಚಾತಕ ಪಕ್ಷಿಗಳಂತೆ ಕಾಯುತ್ತಿರುವ 475 ಫಲಾನುಭವಿಗಳಲ್ಲಿ ಕೆಲವರು ನಿಧನರಾಗಿದ್ದಾರೆ. ಕಳೆದ 25 ವರ್ಷದ ಹಿಂದೆ ಅಂದಿನ ಸರ್ಕಾರ ಹಾಗೂ ಪಾಲಿಕೆ ಸೂಚನೆಯಂತೆ ತಲಾ 400ರಿಂದ 50 ಸಾವಿರ ರೂ.ವರೆಗೆ ಹಣ ಪಾವತಿಸಿದ್ದರು. ಆದರೆ ಬದುಕಿರುವವರು ಈ ತನಕ ಮನೆ ಕನಸು ನನಸಾಗದೆ ಕಾಯುತ್ತಿದ್ದಾರೆ. bbox=[867, 1636, 1053, 1772]
temple-headline: ಬಾಲಯೇಸು ದೇವಾಲಯದ bbox=[180, 1371, 369, 1396]
cinema-theatre bbox=[1089, 426, 1482, 447]
cinema-film-row bbox=[1089, 367, 1482, 386]
cinema-film-row bbox=[1089, 487, 1482, 506]
cinema-film-shows: 3 ಪ್ರದರ್ಶನಗಳು bbox=[1424, 410, 1475, 421]
cm-rule bbox=[93, 796, 457, 798]
sslc-body-continued: ಸದಸ್ಯರು ಸಭೆಯಲ್ಲಿ ವಿಷಯ ಪ್ರಸ್ತಾಪಿಸಿ ಸುತ್ತೋಲೆಯನ್ನು ವಾಪಸ್ ಪಡೆಯಬೇಕು ಎಂದು ಒತ್ತಾಯಿಸಿದ್ದರು. ವಿಧಾನ ಪರಿಷತ್ ಸದಸ್ಯರ ಮನವಿಗೆ ಸ್ಪಂದಿಸಿದ ಮಂಡಳಿ ಪರಿಶೀಲನೆ ನಡೆಸಿ ಆದೇಶ ಹಿಂಪಡೆಯಲು ನಿರ್ಧರಿಸಿದೆ. ಶಿಕ್ಷಣ ಸಚಿವರ ಗಮನಕ್ಕೂ ಈ ವಿಷಯ ತರಲಾಗಿತ್ತು. ವಿದ್ಯಾರ್ಥಿಗಳ ಹಿತದೃಷ್ಟಿಯಿಂದ ಈ ತೀರ್ಮಾನ ಕೈಗೊಳ್ಳಲಾಗಿದೆ ಎಂದು ಮಂಡಳಿ ಸ್ಪಷ್ಟಪಡಿಸಿದೆ. ಮುಂದಿನ ದಿನಗಳಲ್ಲಿ ಈ ಕುರಿತು ಸ್ಪಷ್ಟ ಮಾರ್ಗಸೂಚಿ ಹೊರಡಿಸಲಾಗುವುದು ಎಂದು ಅಧಿಕಾರಿಗಳು ತಿಳಿಸಿದ್ದಾರೆ. bbox=[668, 1161, 1068, 1266]
swachh-headline: ರಸ್ತೆ ಬದಿ ವ್ಯಾಪಾರಿಗಳ ವಲಯ ಸ್ಥಾಪನೆಗೆ ಸಂಸದ ಯದುವೀರ್ ಸೂಚನೆ bbox=[1118, 689, 1454, 753]
sslc-caption: ವಿಧಾನಪರಿಷತ್ ಸದಸ್ಯ ಕೃಷ್ಣಿಯನ್ನು ಅವಲ ಅಧ್ಯಕ್ಷತೆಯಲ್ಲಿ ನಡೆದ ಸಭೆಯಲ್ಲಿ ಸಭಾಧ್ಯಕ್ಷರು ಸೂಚನೆ ನೀಡಿದರು. bbox=[668, 1124, 1041, 1137]
housing-bullets bbox=[103, 1710, 496, 1806]
print-dot bbox=[1443, 2331, 1455, 2343]
page-number-badge bbox=[93, 81, 195, 125]
cm-body: ಮೈಸೂರು, ಜ.2(ಎಂಟಿವೈ)- ಎರಡು ದಿನಗಳ ಪ್ರವಾಸ ಹಮ್ಮಿಕೊಂಡಿರುವ ಮುಖ್ಯಮಂತ್ರಿ ಸಿದ್ದರಾಮಯ್ಯ ಅವರು ಜನವರಿ 5ರಂದು ಮೈಸೂರಿಗೆ ಭೇಟಿ ನೀಡಲಿದ್ದಾರೆ. ಅಂದು ಬೆಳಿಗ್ಗೆ 10.30 ಗಂಟೆಗೆ ಬೆಂಗಳೂರಿನ ಹೆಚ್‌ಎಎಲ್ ವಿಮಾನ ನಿಲ್ದಾಣದಿಂದ ವಿಶೇಷ ವಿಮಾನದಲ್ಲಿ ಹೊರಟು 10.55 ಗಂಟೆಗೆ ಮೈಸೂರು ವಿಮಾನ ನಿಲ್ದಾಣಕ್ಕೆ ಆಗಮಿಸುವರು. ನಂತರ ಕುಂಬಾರರ ಸಂಘದ 75ನೇ ವರ್ಷದ ಅಮೃತ ಮಹೋತ್ಸವ ಸಮಾರಂಭದಲ್ಲಿ ಭಾಗವಹಿಸುವರು. ಅಂದು ಮೈಸೂರಿನಲ್ಲಿಯೇ ವಾಸ್ತವ್ಯ ಹೂಡುವ ಸಿದ್ದರಾಮಯ್ಯ ಜನವರಿ 6ರಂದು ಮೈಸೂರಿನ ಜಲದರ್ಶಿನಿಯಲ್ಲಿ ಜಿಲ್ಲಾ ಮಟ್ಟದ ಅಧಿಕಾರಿಗಳ ಸಭೆಯಲ್ಲಿ ಪಾಲ್ಗೊಳ್ಳಲಿದ್ದಾರೆ. bbox=[93, 842, 457, 984]
cinema-film-row bbox=[1089, 247, 1482, 266]
housing-banner: ಕೋಗಿಲು ನಿರಾಶ್ರಿತರಿಗೆ ಮನೆ ಕಲ್ಪಿಸಲು ಸರ್ಕಾರದ ತರಾತುರಿ ಕ್ರಮ bbox=[204, 1546, 960, 1575]
power-rule bbox=[668, 1401, 1068, 1403]
cinema-film-title: ಧುರಂಧರ್ (ಹಿ) bbox=[1097, 290, 1151, 302]
cinema-film-shows: 4 ಪ್ರದರ್ಶನಗಳು bbox=[1424, 330, 1475, 341]
lead-photo-right bbox=[589, 250, 1068, 476]
cinema-film-shows: 3 ಪ್ರದರ್ಶನಗಳು bbox=[1424, 290, 1475, 301]
sslc-rule bbox=[465, 796, 1068, 798]
